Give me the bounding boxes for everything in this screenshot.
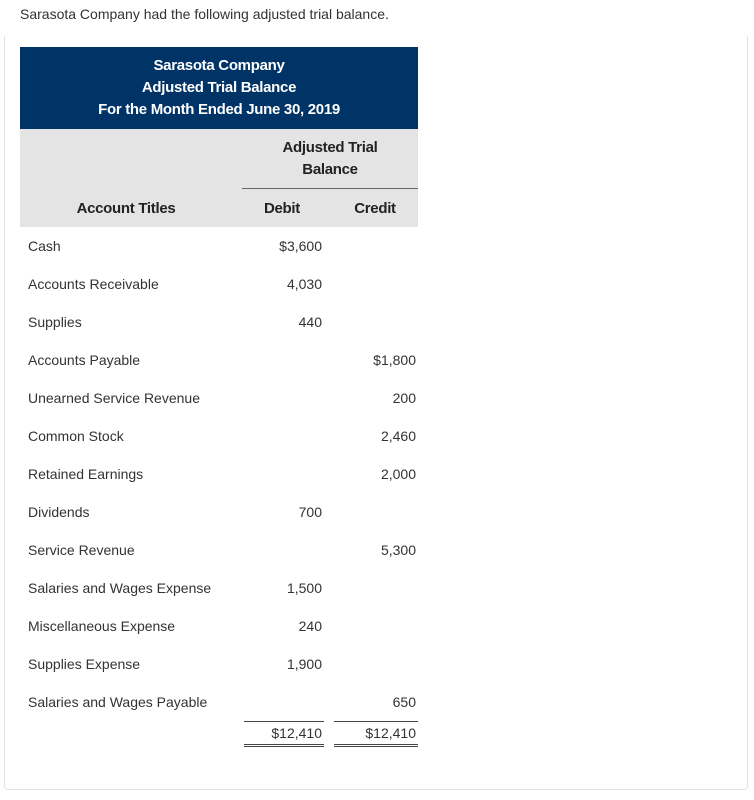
totals-row [20, 717, 418, 757]
account-title: Supplies Expense [28, 656, 141, 672]
account-titles-header: Account Titles [76, 200, 176, 217]
table-row [20, 418, 418, 456]
debit-amount: 4,030 [286, 276, 322, 292]
debit-amount: 440 [298, 314, 322, 330]
account-title: Unearned Service Revenue [28, 390, 200, 406]
account-title: Service Revenue [28, 542, 135, 558]
table-row [20, 532, 418, 570]
group-title-rule [242, 188, 418, 189]
credit-amount: 5,300 [380, 542, 416, 558]
table-row [20, 304, 418, 342]
debit-amount: 1,500 [286, 580, 322, 596]
table-row [20, 570, 418, 608]
group-title-line1: Adjusted Trial [282, 139, 378, 156]
statement-header [20, 47, 418, 129]
table-row [20, 266, 418, 304]
table-row [20, 494, 418, 532]
column-header-band [20, 129, 418, 227]
account-title: Salaries and Wages Expense [28, 580, 212, 596]
table-row [20, 646, 418, 684]
debit-header: Debit [263, 200, 300, 217]
debit-amount: $3,600 [279, 238, 322, 254]
statement-title: Adjusted Trial Balance [141, 79, 297, 96]
intro-text: Sarasota Company had the following adjusted trial balance. [20, 6, 389, 22]
table-row [20, 228, 418, 266]
credit-amount: 650 [392, 694, 416, 710]
credit-header: Credit [354, 200, 396, 217]
group-title-line2: Balance [302, 161, 358, 178]
table-row [20, 456, 418, 494]
account-title: Retained Earnings [28, 466, 144, 482]
statement-period: For the Month Ended June 30, 2019 [98, 101, 340, 118]
credit-amount: 2,460 [380, 428, 416, 444]
credit-amount: $1,800 [373, 352, 416, 368]
credit-amount: 2,000 [380, 466, 416, 482]
account-title: Supplies [28, 314, 82, 330]
credit-amount: 200 [392, 390, 416, 406]
account-title: Salaries and Wages Payable [28, 694, 208, 710]
account-title: Miscellaneous Expense [28, 618, 176, 634]
debit-amount: 1,900 [286, 656, 322, 672]
total-debit: $12,410 [244, 721, 324, 747]
table-row [20, 380, 418, 418]
total-credit: $12,410 [334, 721, 418, 747]
account-title: Dividends [28, 504, 90, 520]
debit-amount: 240 [298, 618, 322, 634]
account-title: Accounts Payable [28, 352, 141, 368]
table-row [20, 608, 418, 646]
account-title: Accounts Receivable [28, 276, 159, 292]
company-name: Sarasota Company [153, 57, 285, 74]
account-title: Common Stock [28, 428, 124, 444]
account-title: Cash [28, 238, 61, 254]
debit-amount: 700 [298, 504, 322, 520]
table-row [20, 342, 418, 380]
